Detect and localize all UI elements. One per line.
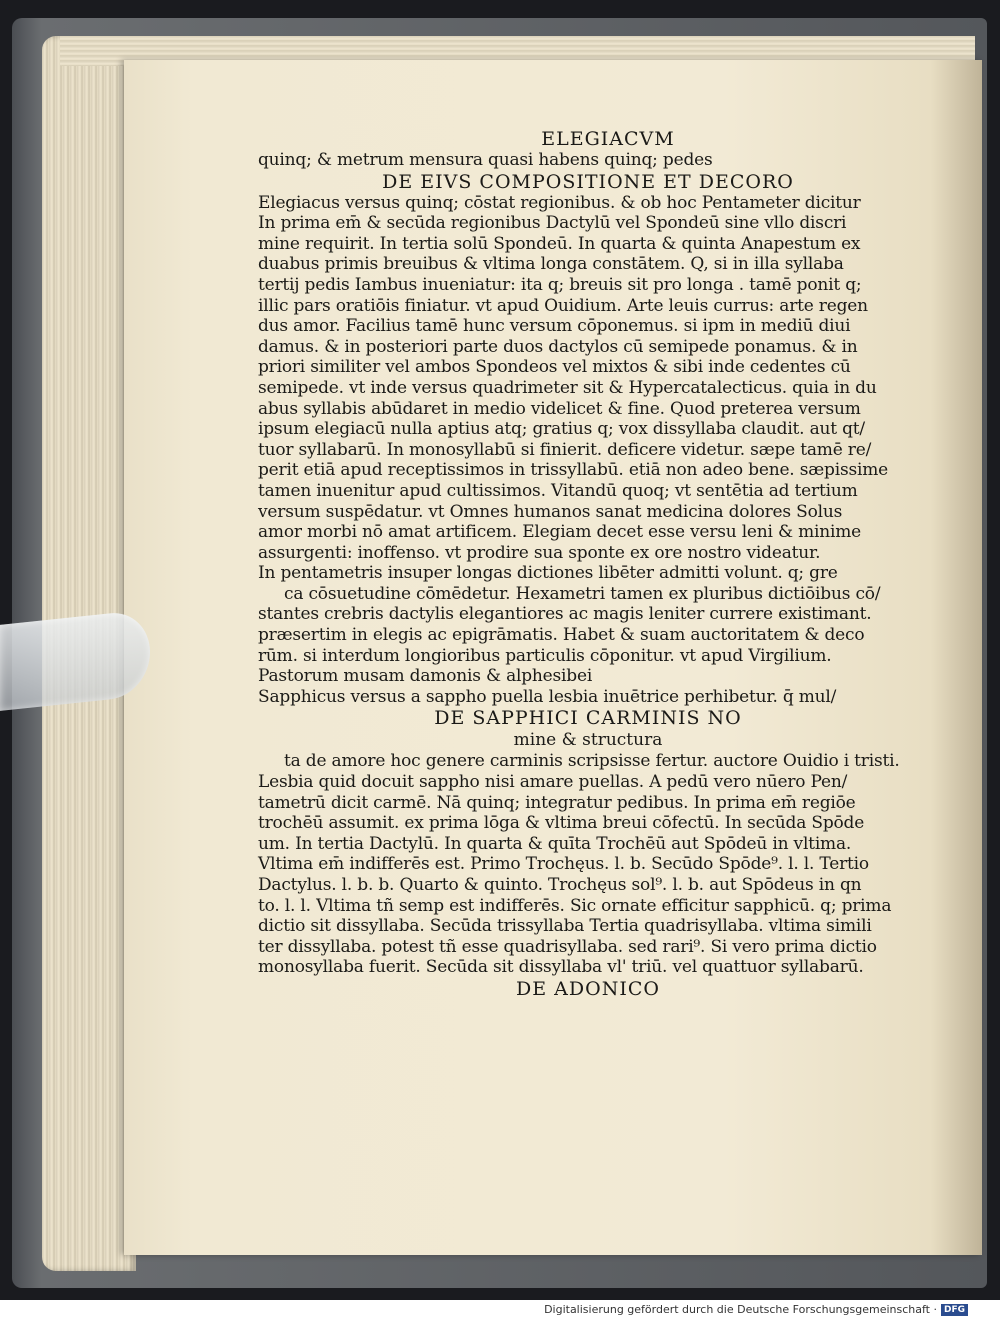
text-line: præsertim in elegis ac epigrāmatis. Habet & suam auctoritatem & deco [258,625,865,646]
text-line: dictio sit dissyllaba. Secūda trissyllaba Tertia quadrisyllaba. vltima simili [258,916,872,937]
text-line: ca cōsuetudine cōmēdetur. Hexametri tamen ex pluribus dictiōibus cō/ [284,583,881,604]
text-line: quinq; & metrum mensura quasi habens quinq; pedes [258,150,713,170]
text-line: assurgenti: inoffenso. vt prodire sua sponte ex ore nostro videatur. [258,542,821,563]
text-line: damus. & in posteriori parte duos dactylos cū semipede ponamus. & in [258,336,858,357]
text-line: perit etiā apud receptissimos in trissyllabū. etiā non adeo bene. sæpissime [258,460,889,481]
text-line: tamen inuenitur apud cultissimos. Vitandū quoq; vt sentētia ad tertium [258,480,858,501]
text-line: ta de amore hoc genere carminis scripsisse fertur. auctore Ouidio i tristi. [284,751,900,772]
text-line: abus syllabis abūdaret in medio videlicet & fine. Quod preterea versum [258,398,861,419]
dfg-logo: DFG [941,1304,968,1316]
text-line: dus amor. Facilius tamē hunc versum cōponemus. si ipm in mediū diui [258,316,851,337]
text-line: ter dissyllaba. potest tñ esse quadrisyllaba. sed rari⁹. Si vero prima dictio [258,936,877,957]
text-line: priori similiter vel ambos Spondeos vel mixtos & sibi inde cedentes cū [258,357,851,378]
text-line: mine requirit. In tertia solū Spondeū. In quarta & quinta Anapestum ex [258,233,861,254]
text-line: rūm. si interdum longioribus particulis cōponitur. vt apud Virgilium. [258,645,832,666]
text-line: duabus primis breuibus & vltima longa constātem. Q, si in illa syllaba [258,254,844,275]
section-heading-sapphic: DE SAPPHICI CARMINIS NO [434,707,742,730]
text-line: Pastorum musam damonis & alphesibei [258,666,593,687]
text-line: Elegiacus versus quinq; cōstat regionibus. & ob hoc Pentameter dicitur [258,192,861,213]
text-line: Dactylus. l. b. b. Quarto & quinto. Trochęus sol⁹. l. b. aut Spōdeus in qn [258,875,862,895]
text-line: In pentametris insuper longas dictiones libēter admitti volunt. q; gre [258,563,838,584]
credit-text: Digitalisierung gefördert durch die Deutsche Forschungsgemeinschaft · [544,1303,937,1316]
section-heading-adonic: DE ADONICO [516,977,660,1000]
text-line: amor morbi nō amat artificem. Elegiam decet esse versu leni & minime [258,522,862,543]
text-line: semipede. vt inde versus quadrimeter sit & Hypercatalecticus. quia in du [258,377,877,398]
text-line: tertij pedis Iambus inueniatur: ita q; breuis sit pro longa . tamē ponit q; [258,274,862,295]
text-line: trochēū assumit. ex prima lōga & vltima breui cōfectū. In secūda Spōde [258,813,865,834]
text-line: stantes crebris dactylis elegantiores ac magis leniter currere existimant. [258,604,872,625]
digitization-credit [544,1303,968,1316]
text-line: versum suspēdatur. vt Omnes humanos sanat medicina dolores Solus [258,501,843,522]
text-line: illic pars oratiōis finiatur. vt apud Ouidium. Arte leuis currus: arte regen [258,295,868,316]
running-header: ELEGIACVM [541,128,675,150]
page-text [258,128,918,1000]
text-line: tametrū dicit carmē. Nā quinq; integratur pedibus. In prima em̄ regiōe [258,792,856,813]
text-line: Lesbia quid docuit sappho nisi amare puellas. A pedū vero nūero Pen/ [258,772,848,793]
text-line: to. l. l. Vltima tñ semp est indifferēs. Sic ornate efficitur sapphicū. q; prima [258,895,892,916]
section-heading-composition: DE EIVS COMPOSITIONE ET DECORO [382,170,794,193]
text-line: Sapphicus versus a sappho puella lesbia inuētrice perhibetur. q̄ mul/ [258,686,837,707]
text-line: tuor syllabarū. In monosyllabū si finierit. deficere videtur. sæpe tamē re/ [258,439,872,460]
text-line: In prima em̄ & secūda regionibus Dactylū vel Spondeū sine vllo discri [258,213,847,234]
text-line: um. In tertia Dactylū. In quarta & quīta Trochēū aut Spōdeū in vltima. [258,833,852,854]
text-line: Vltima em̄ indifferēs est. Primo Trochęus. l. b. Secūdo Spōde⁹. l. l. Tertio [258,854,869,875]
text-line: monosyllaba fuerit. Secūda sit dissyllaba vl' triū. vel quattuor syllabarū. [258,957,864,978]
section-subheading-sapphic: mine & structura [513,730,663,751]
text-line: ipsum elegiacū nulla aptius atq; gratius q; vox dissyllaba claudit. aut qt/ [258,419,865,440]
